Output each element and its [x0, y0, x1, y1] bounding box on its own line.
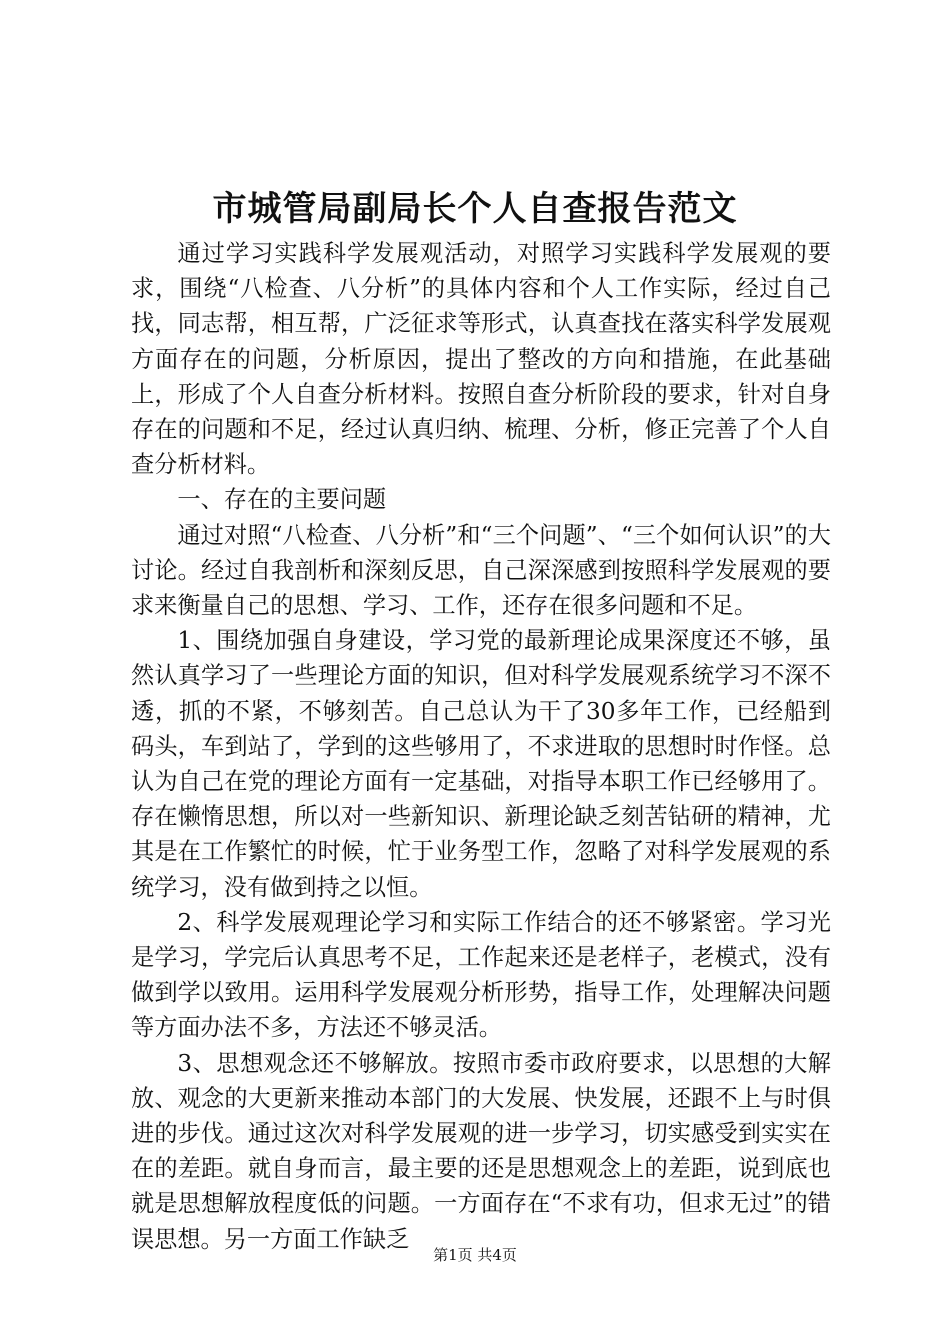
paragraph-intro: 通过学习实践科学发展观活动，对照学习实践科学发展观的要求，围绕“八检查、八分析”的具体内容和个人工作实际，经过自己找，同志帮，相互帮，广泛征求等形式，认真查找在落实科学发展观方面存在的问题，分析原因，提出了整改的方向和措施，在此基础上，形成了个人自查分析材料。按照自查分析阶段的要求，针对自身存在的问题和不足，经过认真归纳、梳理、分析，修正完善了个人自查分析材料。	[131, 240, 831, 479]
document-title: 市城管局副局长个人自查报告范文	[212, 189, 738, 229]
paragraph-item-2: 2、科学发展观理论学习和实际工作结合的还不够紧密。学习光是学习，学完后认真思考不足，工作起来还是老样子，老模式，没有做到学以致用。运用科学发展观分析形势，指导工作，处理解决问题等方面办法不多，方法还不够灵活。	[131, 908, 831, 1042]
paragraph-item-3: 3、思想观念还不够解放。按照市委市政府要求，以思想的大解放、观念的大更新来推动本部门的大发展、快发展，还跟不上与时俱进的步伐。通过这次对科学发展观的进一步学习，切实感受到实实在在的差距。就自身而言，最主要的还是思想观念上的差距，说到底也就是思想解放程度低的问题。一方面存在“不求有功，但求无过”的错误思想。另一方面工作缺乏	[131, 1049, 831, 1253]
document-body	[131, 236, 831, 1257]
page-number-footer: 第1页 共4页	[433, 1246, 517, 1264]
section-heading-problems: 一、存在的主要问题	[177, 486, 387, 514]
paragraph-item-1: 1、围绕加强自身建设，学习党的最新理论成果深度还不够，虽然认真学习了一些理论方面的知识，但对科学发展观系统学习不深不透，抓的不紧，不够刻苦。自己总认为干了30多年工作，已经船到码头，车到站了，学到的这些够用了，不求进取的思想时时作怪。总认为自己在党的理论方面有一定基础，对指导本职工作已经够用了。存在懒惰思想，所以对一些新知识、新理论缺乏刻苦钻研的精神，尤其是在工作繁忙的时候，忙于业务型工作，忽略了对科学发展观的系统学习，没有做到持之以恒。	[131, 627, 831, 901]
paragraph-overview: 通过对照“八检查、八分析”和“三个问题”、“三个如何认识”的大讨论。经过自我剖析和深刻反思，自己深深感到按照科学发展观的要求来衡量自己的思想、学习、工作，还存在很多问题和不足。	[131, 521, 831, 620]
